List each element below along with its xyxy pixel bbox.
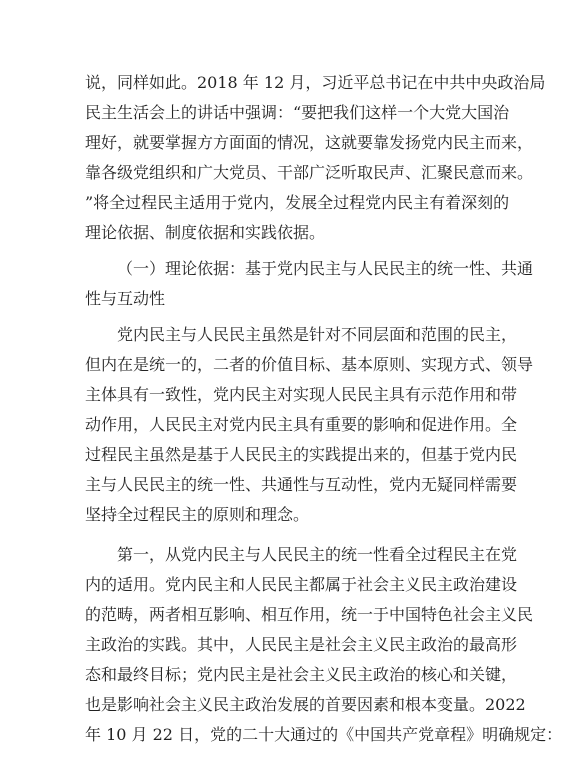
- paragraph-line: 的范畴，两者相互影响、相互作用，统一于中国特色社会主义民: [85, 605, 534, 624]
- paragraph-line: 也是影响社会主义民主政治发展的首要因素和根本变量。2022: [85, 695, 526, 714]
- paragraph-line: ”将全过程民主适用于党内，发展全过程党内民主有着深刻的: [85, 193, 510, 212]
- paragraph-line: 靠各级党组织和广大党员、干部广泛听取民声、汇聚民意而来。: [85, 163, 534, 182]
- paragraph-line: 说，同样如此。2018 年 12 月，习近平总书记在中共中央政治局: [85, 73, 546, 92]
- paragraph-line: 党内民主与人民民主虽然是针对不同层面和范围的民主，: [117, 325, 518, 344]
- paragraph-line: 年 10 月 22 日，党的二十大通过的《中国共产党章程》明确规定：: [85, 725, 563, 744]
- paragraph-line: 民主生活会上的讲话中强调：“要把我们这样一个大党大国治: [85, 103, 510, 122]
- paragraph-line: 主与人民民主的统一性、共通性与互动性，党内无疑同样需要: [85, 475, 518, 494]
- paragraph-line: 第一，从党内民主与人民民主的统一性看全过程民主在党: [117, 545, 518, 564]
- heading-line: 性与互动性: [85, 289, 166, 308]
- paragraph-line: 内的适用。党内民主和人民民主都属于社会主义民主政治建设: [85, 575, 518, 594]
- paragraph-line: 理好，就要掌握方方面面的情况，这就要靠发扬党内民主而来，: [85, 133, 534, 152]
- paragraph-line: 主体具有一致性，党内民主对实现人民民主具有示范作用和带: [85, 385, 518, 404]
- heading-line: （一）理论依据：基于党内民主与人民民主的统一性、共通: [117, 259, 534, 278]
- paragraph-line: 主政治的实践。其中，人民民主是社会主义民主政治的最高形: [85, 635, 518, 654]
- paragraph-line: 坚持全过程民主的原则和理念。: [85, 505, 310, 524]
- paragraph-line: 态和最终目标；党内民主是社会主义民主政治的核心和关键，: [85, 665, 518, 684]
- paragraph-line: 动作用，人民民主对党内民主具有重要的影响和促进作用。全: [85, 415, 518, 434]
- paragraph-line: 理论依据、制度依据和实践依据。: [85, 223, 326, 242]
- paragraph-line: 过程民主虽然是基于人民民主的实践提出来的，但基于党内民: [85, 445, 518, 464]
- paragraph-line: 但内在是统一的，二者的价值目标、基本原则、实现方式、领导: [85, 355, 534, 374]
